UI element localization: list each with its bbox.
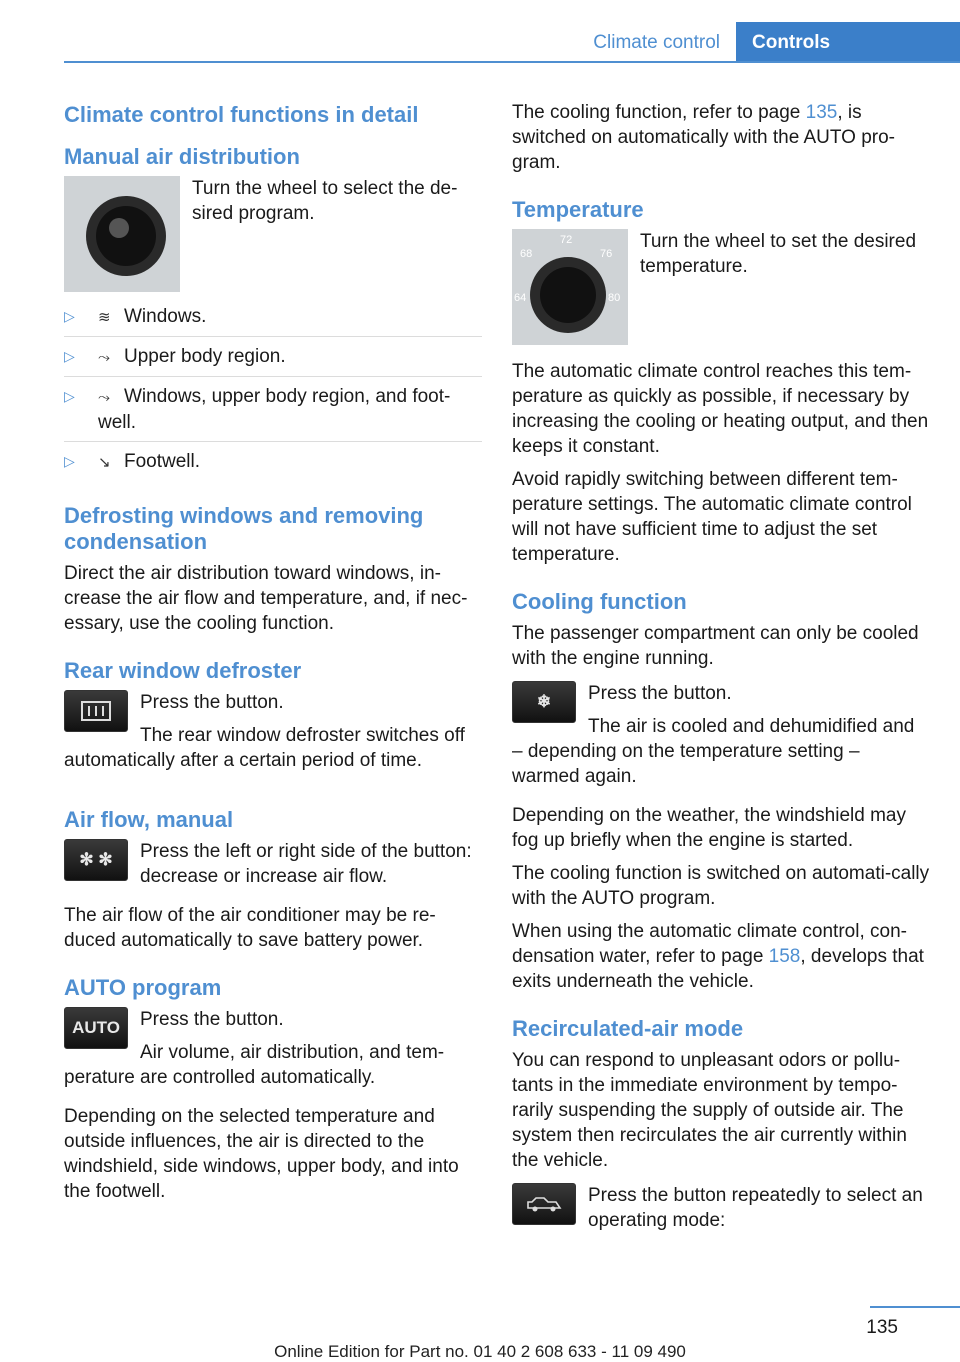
header-section: Climate control: [593, 32, 720, 53]
auto-button-image: AUTO: [64, 1007, 128, 1049]
recirc-p1: You can respond to unpleasant odors or pollu-tants in the immediate environment by tempo-rarily suspending the supply of outside air. The system then recirculates the air currently within the vehicle.: [512, 1050, 907, 1171]
rear-line1: Press the button.: [140, 692, 284, 713]
defrost-text: Direct the air distribution toward windows, in-crease the air flow and temperature, and, if nec-essary, use the cooling function.: [64, 563, 468, 634]
cooling-heading: Cooling function: [512, 589, 687, 614]
list-item: ▷ ↘ Footwell.: [64, 449, 482, 481]
footwell-icon: ↘: [98, 454, 111, 471]
list-item: ▷ ⤳ Windows, upper body region, and foot-well.: [64, 384, 482, 442]
cooling-intro: The cooling function, refer to page 135, is switched on automatically with the AUTO pro-gram.: [512, 102, 895, 173]
temperature-p2: Avoid rapidly switching between different tem-perature settings. The automatic climate control will not have sufficient time to adjust the set temperature.: [512, 469, 912, 565]
temperature-heading: Temperature: [512, 197, 644, 222]
rear-defroster-heading: Rear window defroster: [64, 658, 302, 683]
cooling-line1: Press the button.: [588, 683, 732, 704]
dial-label: 76: [600, 248, 613, 260]
header-tab: Controls: [736, 22, 960, 62]
distribution-list: [64, 304, 482, 481]
car-recirculation-icon: [524, 1193, 564, 1215]
manual-intro: Turn the wheel to select the de-sired program.: [192, 178, 458, 224]
bullet-triangle-icon: ▷: [64, 308, 75, 324]
temperature-knob-image: [512, 229, 628, 345]
rear-defroster-button-image: [64, 690, 128, 732]
page-title: Climate control functions in detail: [64, 102, 419, 127]
temperature-p1: The automatic climate control reaches this tem-perature as quickly as possible, if necessary by increasing the cooling or heating output, and then keeps it constant.: [512, 361, 929, 457]
cooling-p4: When using the automatic climate control, con-densation water, refer to page 158, develops that exits underneath the vehicle.: [512, 921, 924, 992]
rear-line2: The rear window defroster switches off automatically after a certain period of time.: [64, 725, 465, 771]
manual-figure-row: [64, 176, 482, 292]
cooling-p3: The cooling function is switched on automati-cally with the AUTO program.: [512, 863, 930, 909]
list-item: ▷ ≋ Windows.: [64, 304, 482, 337]
page-link-135[interactable]: 135: [805, 102, 838, 123]
recirc-heading: Recirculated-air mode: [512, 1016, 744, 1041]
snowflake-icon: ❄: [536, 692, 552, 711]
temperature-intro: Turn the wheel to set the desired temperature.: [640, 231, 917, 277]
dial-label: 68: [520, 248, 533, 260]
footer-rule: [870, 1306, 960, 1308]
left-column: [64, 100, 482, 1204]
page-link-158[interactable]: 158: [768, 946, 801, 967]
bullet-triangle-icon: ▷: [64, 348, 75, 364]
auto-heading: AUTO program: [64, 975, 222, 1000]
header-rule: [64, 61, 960, 63]
bullet-triangle-icon: ▷: [64, 388, 75, 404]
fan-button-image: [64, 839, 128, 881]
airflow-line1: Press the left or right side of the button: decrease or increase air flow.: [140, 841, 472, 887]
airflow-heading: Air flow, manual: [64, 807, 234, 832]
dial-label: 72: [560, 234, 573, 246]
ac-button-image: [512, 681, 576, 723]
dial-label: 64: [514, 292, 527, 304]
right-column: [512, 100, 930, 1233]
recirc-button-image: [512, 1183, 576, 1225]
auto-line2: Air volume, air distribution, and tem-perature are controlled automatically.: [64, 1042, 445, 1088]
cooling-line2: The air is cooled and dehumidified and – depending on the temperature setting – warmed again.: [512, 716, 915, 787]
auto-line1: Press the button.: [140, 1009, 284, 1030]
cooling-p1: The passenger compartment can only be cooled with the engine running.: [512, 623, 919, 669]
upper-body-icon: ⤳: [98, 349, 111, 366]
manual-heading: Manual air distribution: [64, 144, 300, 169]
footer-edition: Online Edition for Part no. 01 40 2 608 633 - 11 09 490: [274, 1342, 686, 1361]
cooling-p2: Depending on the weather, the windshield may fog up briefly when the engine is started.: [512, 805, 906, 851]
fan-icon: ✻ ✻: [79, 850, 113, 869]
dial-label: 80: [608, 292, 621, 304]
distribution-knob-image: [64, 176, 180, 292]
defrost-heading: Defrosting windows and removing condensation: [64, 503, 424, 554]
bullet-triangle-icon: ▷: [64, 453, 75, 469]
recirc-line1: Press the button repeatedly to select an operating mode:: [588, 1185, 923, 1231]
page-number: 135: [866, 1317, 898, 1338]
auto-line3: Depending on the selected temperature and outside influences, the air is directed to the windshield, side windows, upper body, and into the footwell.: [64, 1106, 459, 1202]
list-item: ▷ ⤳ Upper body region.: [64, 344, 482, 377]
airflow-line2: The air flow of the air conditioner may be re-duced automatically to save battery power.: [64, 905, 436, 951]
windows-body-foot-icon: ⤳: [98, 389, 111, 406]
windshield-icon: ≋: [98, 309, 111, 326]
